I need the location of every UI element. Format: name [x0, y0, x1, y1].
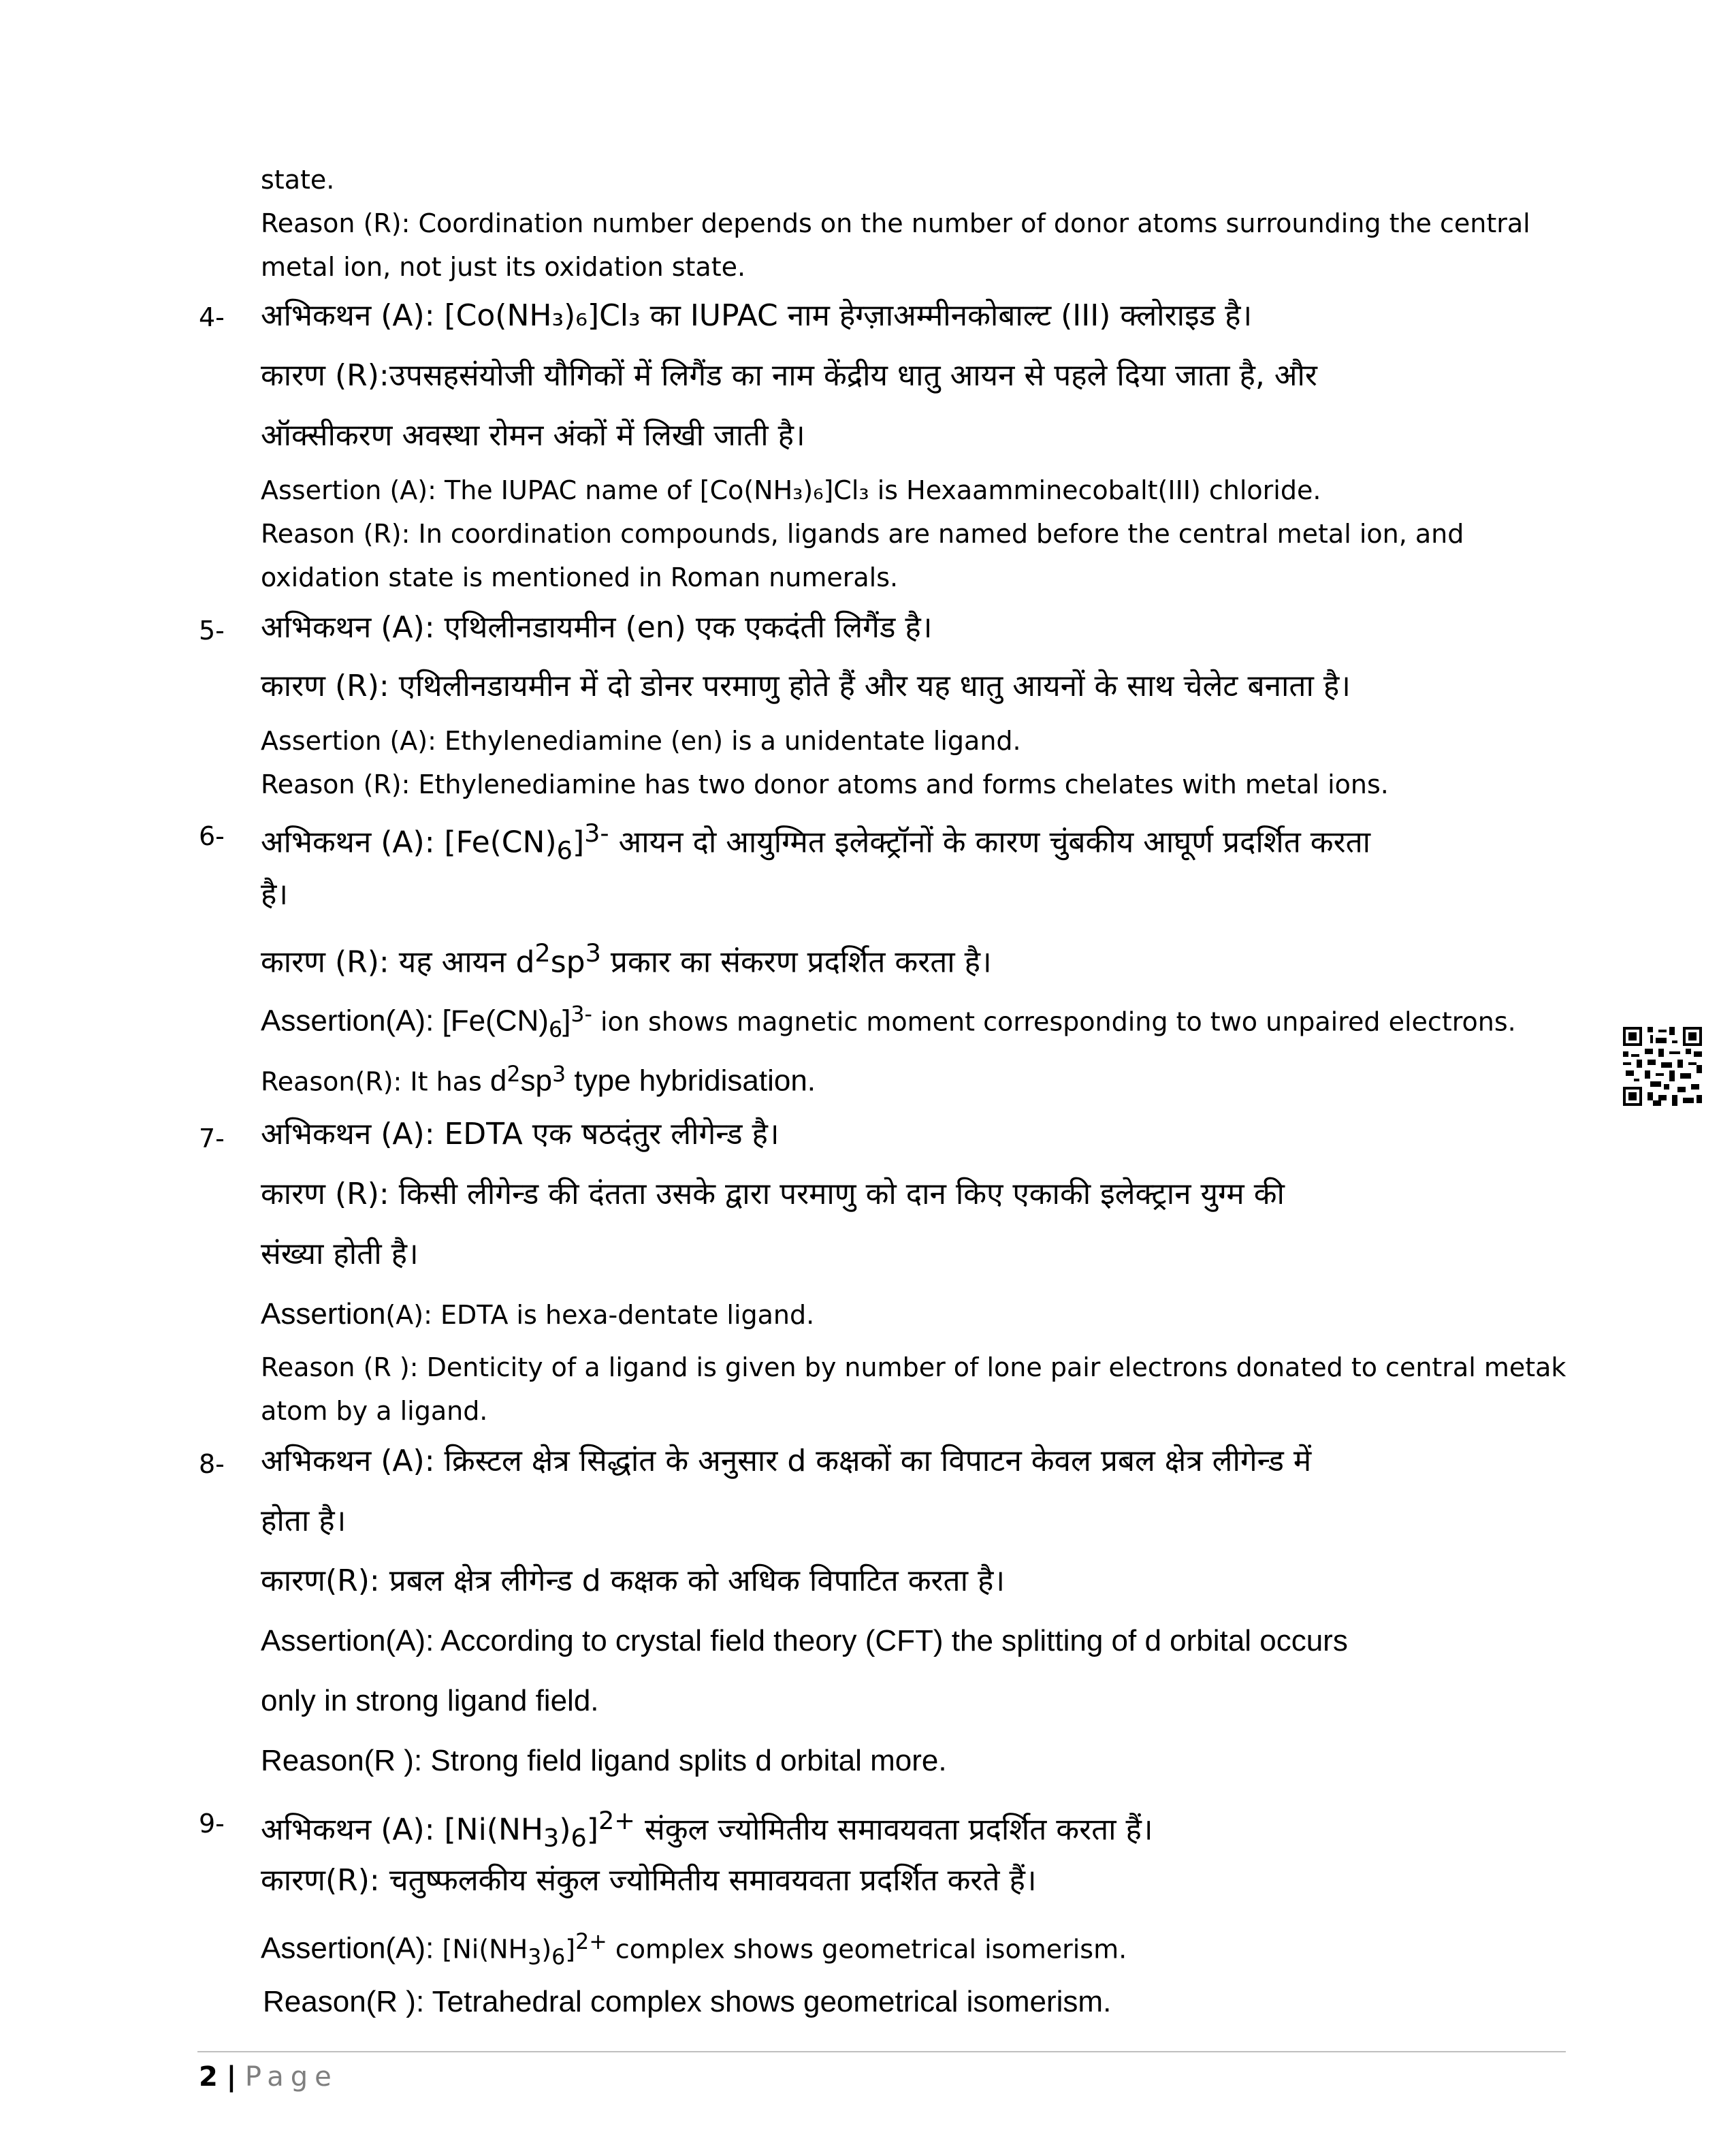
question-number-9: 9-: [199, 1809, 225, 1839]
q9-hi-a-sup: 2+: [598, 1806, 636, 1835]
q6-hi-a-sub: 6: [556, 836, 573, 865]
q9-hindi-assertion: [261, 1802, 1153, 1857]
page-footer: [199, 2058, 338, 2096]
q6-en-r-sp: sp: [520, 1064, 552, 1098]
q6-en-r-d: d: [489, 1064, 507, 1098]
qr-code-icon[interactable]: [1623, 1027, 1702, 1106]
q5-hindi-reason: कारण (R): एथिलीनडायमीन में दो डोनर परमाणु होते हैं और यह धातु आयनों के साथ चेलेट बनाता है।: [261, 669, 1351, 703]
q9-en-a-post: complex shows geometrical isomerism.: [607, 1934, 1127, 1965]
q9-en-a-sup: 2+: [575, 1930, 607, 1954]
q9-hindi-reason: कारण(R): चतुष्फलकीय संकुल ज्योमितीय समावयवता प्रदर्शित करते हैं।: [261, 1863, 1037, 1898]
q9-en-a-sub1: 3: [528, 1945, 542, 1970]
page-word: Page: [244, 2061, 338, 2093]
q8-hindi-assertion-2: होता है।: [261, 1504, 347, 1538]
q6-en-r-pre: Reason(R): It has: [261, 1066, 490, 1097]
q4-english-reason-1: Reason (R): In coordination compounds, ligands are named before the central metal ion, and: [261, 519, 1464, 549]
q7-english-reason-1: Reason (R ): Denticity of a ligand is given by number of lone pair electrons donated to central metak: [261, 1352, 1566, 1382]
q9-hi-a-bracket: ]: [586, 1812, 598, 1847]
question-number-7: 7-: [199, 1124, 225, 1154]
q7-hindi-assertion: अभिकथन (A): EDTA एक षठदंतुर लीगेन्ड है।: [261, 1117, 779, 1151]
page-number: 2: [199, 2061, 218, 2093]
q9-english-assertion: [261, 1923, 1127, 1976]
q5-english-assertion: Assertion (A): Ethylenediamine (en) is a unidentate ligand.: [261, 726, 1021, 756]
q8-english-assertion-1: Assertion(A): According to crystal field theory (CFT) the splitting of d orbital occurs: [261, 1624, 1348, 1657]
q7-hindi-reason-2: संख्या होती है।: [261, 1237, 419, 1271]
q4-english-reason-2: oxidation state is mentioned in Roman numerals.: [261, 562, 899, 592]
q9-en-a-pre: [Ni(NH: [442, 1934, 528, 1965]
q6-hi-a-mid: ]: [572, 825, 585, 860]
question-number-6: 6-: [199, 821, 225, 851]
q7-english-reason-2: atom by a ligand.: [261, 1396, 488, 1426]
q8-english-reason: Reason(R ): Strong field ligand splits d orbital more.: [261, 1744, 947, 1777]
q6-en-a-mid: ]: [562, 1004, 571, 1038]
q8-english-assertion-2: only in strong ligand field.: [261, 1684, 599, 1717]
q9-en-a-sub2: 6: [551, 1945, 566, 1970]
q3-reason-line-1: Reason (R): Coordination number depends on the number of donor atoms surrounding the central: [261, 208, 1530, 238]
q6-hi-r-sup1: 2: [534, 938, 551, 968]
q9-hi-a-sub1: 3: [543, 1823, 560, 1853]
q5-english-reason: Reason (R): Ethylenediamine has two donor atoms and forms chelates with metal ions.: [261, 769, 1389, 799]
q4-hindi-reason-2: ऑक्सीकरण अवस्था रोमन अंकों में लिखी जाती है।: [261, 418, 805, 453]
q9-en-a-label: Assertion(A):: [261, 1931, 443, 1965]
q6-en-a-label: Assertion(A): [Fe(CN): [261, 1004, 549, 1038]
q6-hi-a-sup: 3-: [584, 819, 609, 848]
q6-hi-r-mid: sp: [550, 944, 585, 980]
q4-english-assertion: Assertion (A): The IUPAC name of [Co(NH₃)₆]Cl₃ is Hexaamminecobalt(III) chloride.: [261, 475, 1321, 505]
q6-en-a-post: ion shows magnetic moment corresponding to two unpaired electrons.: [592, 1006, 1516, 1037]
q8-hindi-assertion-1: अभिकथन (A): क्रिस्टल क्षेत्र सिद्धांत के अनुसार d कक्षकों का विपाटन केवल प्रबल क्षेत्र लीगेन्ड में: [261, 1444, 1312, 1478]
q6-en-r-post: type hybridisation.: [566, 1064, 816, 1098]
footer-divider: [197, 2051, 1566, 2052]
q6-hi-r-pre: कारण (R): यह आयन d: [261, 944, 535, 980]
q6-hi-r-sup2: 3: [585, 938, 601, 968]
q9-en-a-bracket: ]: [565, 1934, 576, 1965]
q6-en-a-sup: 3-: [570, 1002, 592, 1027]
q5-hindi-assertion: अभिकथन (A): एथिलीनडायमीन (en) एक एकदंती लिगैंड है।: [261, 610, 933, 645]
q6-en-a-sub: 6: [548, 1017, 563, 1043]
q8-hindi-reason: कारण(R): प्रबल क्षेत्र लीगेन्ड d कक्षक को अधिक विपाटित करता है।: [261, 1563, 1006, 1598]
q6-en-r-sup2: 3: [552, 1062, 566, 1087]
q6-hindi-reason: [261, 934, 992, 982]
q9-english-reason: Reason(R ): Tetrahedral complex shows geometrical isomerism.: [263, 1985, 1112, 2018]
question-number-8: 8-: [199, 1449, 225, 1479]
question-number-4: 4-: [199, 302, 225, 332]
q6-hi-a-pre: अभिकथन (A): [Fe(CN): [261, 825, 557, 860]
question-number-5: 5-: [199, 616, 225, 646]
q7-en-a-rest: (A): EDTA is hexa-dentate ligand.: [385, 1300, 815, 1330]
continuation-line: state.: [261, 165, 335, 195]
q9-hi-a-sub2: 6: [570, 1823, 587, 1853]
q6-en-r-sup1: 2: [507, 1062, 521, 1087]
q9-hi-a-post: संकुल ज्योमितीय समावयवता प्रदर्शित करता हैं।: [635, 1812, 1153, 1847]
q7-en-a-label: Assertion: [261, 1297, 386, 1331]
q7-hindi-reason-1: कारण (R): किसी लीगेन्ड की दंतता उसके द्वारा परमाणु को दान किए एकाकी इलेक्ट्रान युग्म की: [261, 1177, 1285, 1211]
q4-hindi-assertion: अभिकथन (A): [Co(NH₃)₆]Cl₃ का IUPAC नाम हेग्ज़ाअम्मीनकोबाल्ट (III) क्लोराइड है।: [261, 298, 1253, 333]
q3-reason-line-2: metal ion, not just its oxidation state.: [261, 252, 746, 282]
q4-hindi-reason-1: कारण (R):उपसहसंयोजी यौगिकों में लिगैंड का नाम केंद्रीय धातु आयन से पहले दिया जाता है, और: [261, 358, 1317, 393]
q6-hi-a-post: आयन दो आयुग्मित इलेक्ट्रॉनों के कारण चुंबकीय आघूर्ण प्रदर्शित करता: [609, 825, 1371, 860]
q9-hi-a-pre: अभिकथन (A): [Ni(NH: [261, 1812, 543, 1847]
q6-hi-r-post: प्रकार का संकरण प्रदर्शित करता है।: [600, 944, 992, 980]
q6-english-assertion: [261, 996, 1516, 1049]
q6-english-reason: [261, 1055, 816, 1101]
q6-hindi-assertion-1: [261, 814, 1370, 870]
q9-hi-a-mid: ): [559, 1812, 571, 1847]
page-separator: |: [226, 2061, 237, 2093]
q7-english-assertion: [261, 1295, 814, 1334]
q9-en-a-mid: ): [541, 1934, 552, 1965]
q6-hindi-assertion-2: है।: [261, 877, 289, 912]
